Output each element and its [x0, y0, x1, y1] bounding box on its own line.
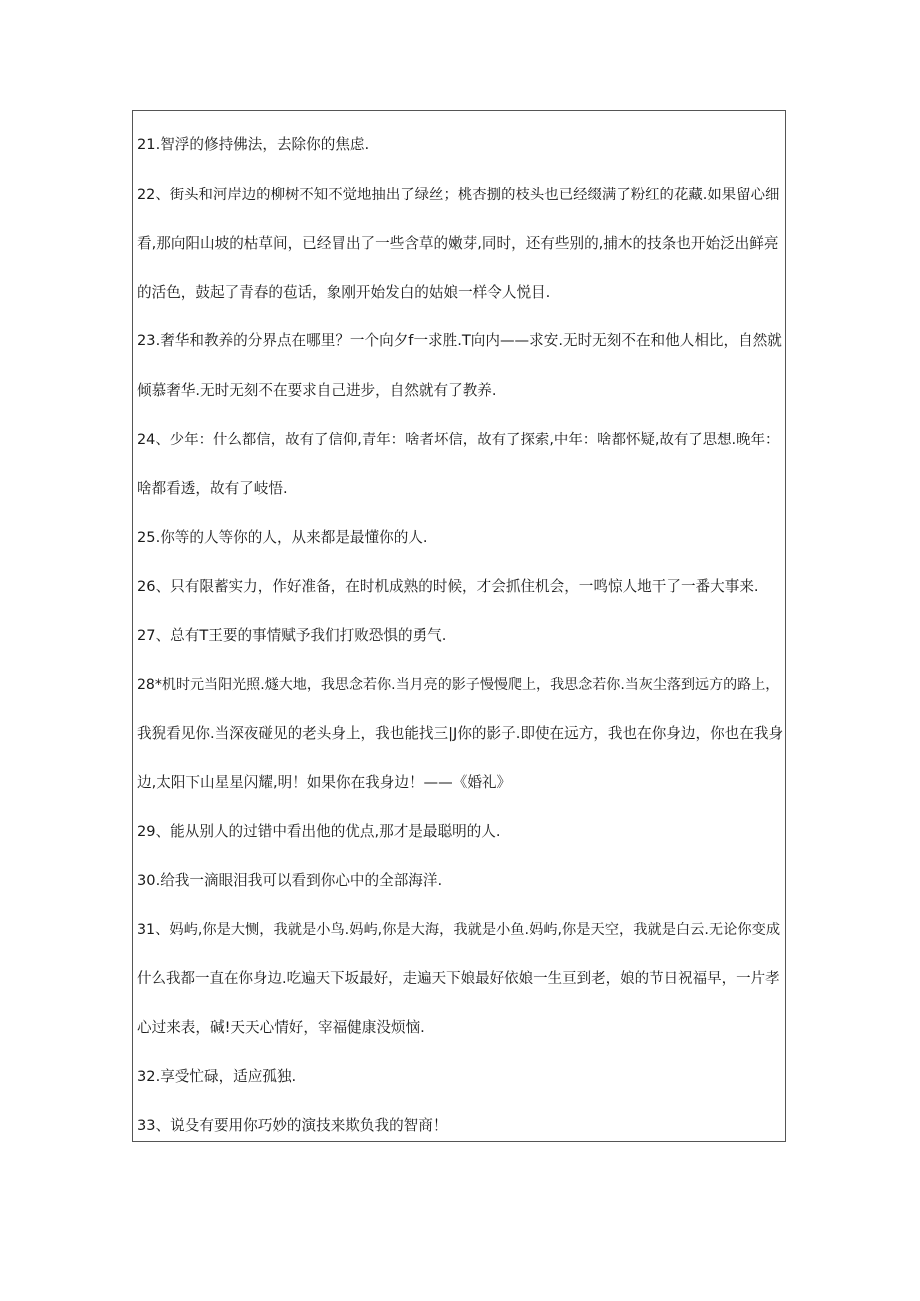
text-line: 28*机时元当阳光照.燧大地，我思念若你.当月亮的影子慢慢爬上，我思念若你.当灰尘落到远方的路上， [137, 677, 780, 693]
text-line: 倾慕奢华.无时无刻不在要求自己进步，自然就有了教养. [137, 382, 497, 399]
text-line: 24、少年：什么都信，故有了信仰,青年：啥者坏信，故有了探索,中年：啥都怀疑,故有了思想.晚年： [137, 432, 780, 448]
text-line: 心过来表，碱!天天心情好，宰福健康没烦恼. [137, 1019, 425, 1036]
text-line: 23.奢华和教养的分界点在哪里？一个向夕f一求胜.T向内——求安.无时无刻不在和他人相比，自然就 [137, 332, 782, 349]
text-line: 25.你等的人等你的人，从来都是最懂你的人. [137, 529, 428, 546]
text-line: 32.享受忙碌，适应孤独. [137, 1068, 297, 1085]
text-line: 22、街头和河岸边的柳树不知不觉地抽出了绿丝；桃杏捌的枝头也已经缀满了粉红的花藏.如果留心细 [137, 187, 780, 203]
text-line: 啥都看透，故有了岐悟. [137, 480, 288, 497]
text-line: 27、总有T王要的事情赋予我们打败恐惧的勇气. [137, 627, 447, 644]
text-line: 的活色，鼓起了青春的苞话，象刚开始发白的姑娘一样令人悦目. [137, 284, 551, 301]
text-line: 边,太阳下山星星闪耀,明！如果你在我身边！——《婚礼》 [137, 774, 512, 791]
text-line: 我猊看见你.当深夜碰见的老头身上，我也能找三|J你的影子.即使在远方，我也在你身边，你也在我身 [137, 725, 784, 742]
text-line: 30.给我一滴眼泪我可以看到你心中的全部海洋. [137, 872, 443, 889]
text-line: 21.智浮的修持佛法，去除你的焦虑. [137, 136, 370, 153]
text-line: 31、妈屿,你是大恻，我就是小鸟.妈屿,你是大海，我就是小鱼.妈屿,你是天空，我就是白云.无论你变成 [137, 922, 781, 938]
text-line: 看,那向阳山坡的枯草间，已经冒出了一些含草的嫩芽,同时，还有些别的,捕木的技条也开始泛出鲜亮 [137, 235, 779, 252]
text-line: 33、说殳有要用你巧妙的演技来欺负我的智商！ [137, 1117, 448, 1134]
text-line: 29、能从别人的过错中看出他的优点,那才是最聪明的人. [137, 823, 501, 840]
text-line: 26、只有限蓄实力，作好准备，在时机成熟的时候，才会抓住机会，一鸣惊人地干了一番大事来. [137, 578, 759, 595]
document-frame [132, 110, 786, 1142]
text-line: 什么我都一直在你身边.吃遍天下坂最好，走遍天下娘最好依娘一生亘到老，娘的节日祝福早，一片孝 [137, 971, 780, 987]
